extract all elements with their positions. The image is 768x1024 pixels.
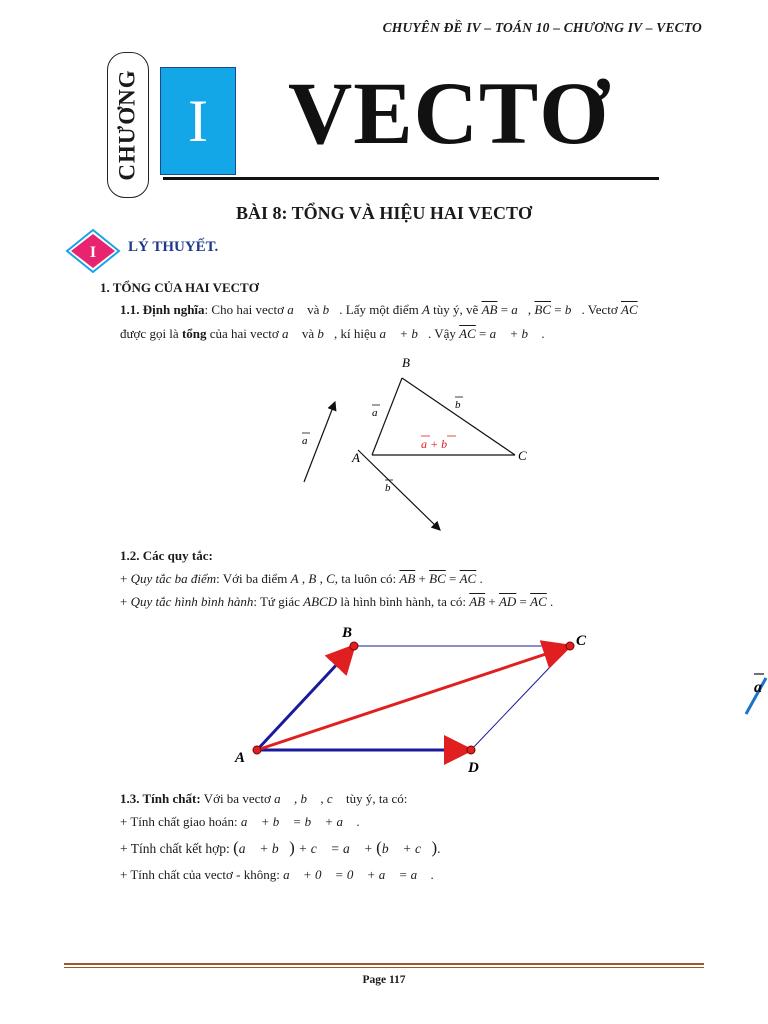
edge-vector-fragment (738, 664, 768, 718)
free-vector-a (304, 402, 335, 482)
chapter-number-box (160, 67, 236, 175)
label-a-free: a (302, 435, 308, 447)
definition-line-1: 1.1. Định nghĩa: Cho hai vectơ a⃗ và b⃗. Lấy một điểm A tùy ý, vẽ $\overline{AB}$ = a⃗, $\overline{BC}$ = b⃗. Vectơ $\overline{AC}$ (120, 302, 638, 317)
section-title: LÝ THUYẾT. (128, 239, 219, 255)
label-b-on-bc: b (455, 399, 461, 411)
rules-heading: 1.2. Các quy tắc: (120, 548, 213, 563)
property-zero-vector: + Tính chất của vectơ - không: a⃗ + 0⃗ = 0⃗ + a⃗ = a⃗ . (120, 867, 434, 882)
footer-rule (64, 963, 704, 965)
property-associative: + Tính chất kết hợp: (a⃗ + b⃗) + c⃗ = a⃗ + (b⃗ + c⃗). (120, 838, 441, 857)
rule-parallelogram: + Quy tắc hình bình hành: Tứ giác ABCD là hình bình hành, ta có: $\overline{AB} + \overline{AD} = \overline{AC}$ . (120, 594, 554, 609)
figure-parallelogram (230, 620, 600, 778)
section-badge-number: I (89, 244, 97, 261)
chapter-number: I (188, 87, 208, 154)
vertex-c-label: C (576, 633, 587, 649)
chapter-title: VECTƠ (288, 65, 610, 163)
properties-heading: 1.3. Tính chất: Với ba vectơ a⃗ , b⃗ , c⃗ tùy ý, ta có: (120, 791, 408, 806)
page-number: Page 117 (362, 974, 406, 986)
title-underline (163, 177, 659, 180)
point-c-label: C (518, 448, 527, 463)
label-a-on-ab: a (372, 407, 378, 419)
figure-vector-sum (290, 350, 550, 545)
chapter-label: CHƯƠNG (115, 69, 141, 181)
point-a-label: A (352, 450, 360, 465)
section-badge-icon (64, 228, 122, 274)
vertex-a-label: A (235, 750, 246, 766)
edge-vector-label: a (754, 679, 762, 696)
rule-three-points: + Quy tắc ba điểm: Với ba điểm A , B , C, ta luôn có: $\overline{AB} + \overline{BC} = \overline{AC}$ . (120, 571, 483, 586)
lesson-title: BÀI 8: TỔNG VÀ HIỆU HAI VECTƠ (235, 203, 533, 223)
footer-rule-thin (64, 967, 704, 968)
vertex-d-label: D (468, 760, 479, 776)
free-vector-b (358, 450, 440, 530)
point-b-label: B (402, 355, 410, 370)
subsection-title: 1. TỔNG CỦA HAI VECTƠ (100, 280, 259, 295)
property-commutative: + Tính chất giao hoán: a⃗ + b⃗ = b⃗ + a⃗ . (120, 814, 360, 829)
vertex-b-label: B (342, 625, 353, 641)
label-b-free: b (385, 482, 391, 494)
definition-line-2: được gọi là tổng của hai vectơ a⃗ và b⃗, kí hiệu a⃗ + b⃗. Vậy $\overline{AC}$ = a⃗ + b⃗ . (120, 326, 545, 341)
running-header: CHUYÊN ĐỀ IV – TOÁN 10 – CHƯƠNG IV – VECTO (382, 20, 702, 35)
segment-bc (402, 378, 515, 455)
label-sum: a + b (421, 437, 448, 451)
